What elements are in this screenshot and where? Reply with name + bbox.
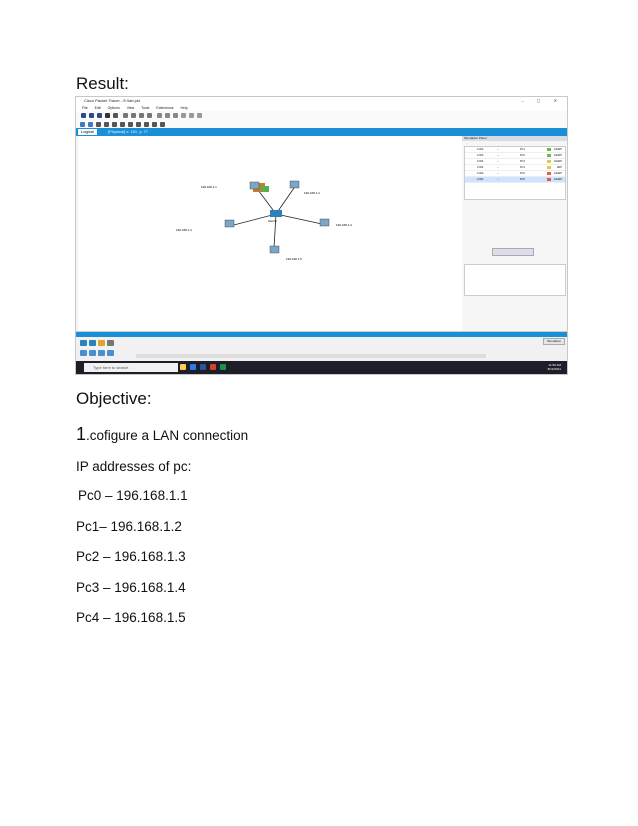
pc3-ip-label: 196.168.1.4 [176,228,192,232]
event-last-device: -- [497,160,499,163]
task-number: 1 [76,424,87,444]
event-last-device: -- [497,154,499,157]
open-icon[interactable] [89,113,94,118]
pc2-icon[interactable] [320,219,329,226]
objective-heading: Objective: [76,389,152,408]
event-list-table [464,146,566,200]
clock-time: 11:59 AM [548,363,561,367]
event-color-swatch [547,160,551,163]
logical-workspace[interactable] [78,136,463,331]
router-icon[interactable] [80,340,87,346]
word-icon[interactable] [200,364,206,370]
end-devices-icon[interactable] [107,340,114,346]
zoom-out-icon[interactable] [173,113,178,118]
simulation-panel [462,136,567,331]
windows-taskbar [76,361,567,374]
packet-tracer-taskbar-icon[interactable] [220,364,226,370]
task-line [76,424,248,445]
pc2-ip-label: 196.168.1.3 [336,223,352,227]
undo-icon[interactable] [139,113,144,118]
packet-tracer-screenshot [75,96,568,375]
simulation-panel-title: Simulation Panel [462,136,567,141]
event-last-device: -- [497,148,499,151]
event-type: EIGRP [554,178,562,181]
laptop-device-icon[interactable] [89,350,96,356]
resize-icon[interactable] [104,122,109,127]
event-color-swatch [547,154,551,157]
clock-date: 8/13/2021 [547,367,561,371]
zoom-in-icon[interactable] [157,113,162,118]
event-color-swatch [547,166,551,169]
palette-icon[interactable] [181,113,186,118]
tab-physical[interactable]: [Physical] x: 161, y: 77 [108,129,149,134]
copy-icon[interactable] [123,113,128,118]
freeform-icon[interactable] [144,122,149,127]
paste-icon[interactable] [131,113,136,118]
wizard-icon[interactable] [113,113,118,118]
edge-icon[interactable] [190,364,196,370]
event-at-device: PC2 [520,154,525,157]
pc0-ip-label: 196.168.1.1 [201,185,217,189]
event-type: EIGRP [554,154,562,157]
event-type: EIGRP [554,148,562,151]
packet-envelope-icon [261,186,269,192]
event-time: 0.000 [477,178,484,181]
custom-device-icon[interactable] [189,113,194,118]
menu-file[interactable]: File [82,106,88,110]
pc0-icon[interactable] [250,182,259,189]
taskbar-clock [548,363,561,371]
menu-options[interactable]: Options [107,106,120,110]
window-controls[interactable]: – ▢ ✕ [521,98,563,103]
switch-label: Switch0 [268,220,277,223]
pdu-icon[interactable] [197,113,202,118]
switch-category-icon[interactable] [89,340,96,346]
window-title: Cisco Packet Tracer - E:\lab.pkt [84,98,141,103]
redo-icon[interactable] [147,113,152,118]
switch-icon[interactable] [270,210,282,217]
menu-tools[interactable]: Tools [141,106,150,110]
pc-device-icon[interactable] [80,350,87,356]
result-heading: Result: [76,74,129,93]
inspect-icon[interactable] [88,122,93,127]
event-time: 0.000 [477,148,484,151]
event-type: EIGRP [554,172,562,175]
main-toolbar [76,111,567,120]
printer-device-icon[interactable] [107,350,114,356]
add-pdu-icon[interactable] [152,122,157,127]
menu-view[interactable]: View [126,106,135,110]
ip-intro: IP addresses of pc: [76,459,192,474]
delete-icon[interactable] [96,122,101,127]
menu-help[interactable]: Help [180,106,188,110]
play-controls[interactable] [492,248,534,256]
window-titlebar [76,97,567,105]
network-topology [78,136,462,331]
event-time: 0.000 [477,154,484,157]
menu-edit[interactable]: Edit [94,106,101,110]
pc2-ip: Pc2 – 196.168.1.3 [76,549,186,564]
event-at-device: PC4 [520,166,525,169]
event-at-device: PC1 [520,148,525,151]
event-color-swatch [547,148,551,151]
select-icon[interactable] [80,122,85,127]
event-time: 0.000 [477,166,484,169]
device-palette [76,331,567,362]
menu-extensions[interactable]: Extensions [156,106,174,110]
save-icon[interactable] [97,113,102,118]
simulation-mode-button[interactable]: Simulation [543,338,565,345]
event-at-device: PC0 [520,172,525,175]
pc1-ip-label: 196.168.1.2 [304,191,320,195]
pc3-ip: Pc3 – 196.168.1.4 [76,580,186,595]
event-time: 0.000 [477,160,484,163]
realtime-strip [76,332,567,337]
ellipse-icon[interactable] [136,122,141,127]
file-explorer-icon[interactable] [180,364,186,370]
event-last-device: -- [497,178,499,181]
event-row[interactable] [465,177,565,183]
event-at-device: PC3 [520,160,525,163]
event-last-device: -- [497,166,499,169]
event-type: ARP [556,166,562,169]
pc4-ip-label: 196.168.1.5 [286,257,302,261]
event-last-device: -- [497,172,499,175]
pc0-ip: Pc0 – 196.168.1.1 [78,488,188,503]
event-color-swatch [547,172,551,175]
workspace-tabbar [76,128,567,136]
pc1-icon[interactable] [290,181,299,188]
server-device-icon[interactable] [98,350,105,356]
new-icon[interactable] [81,113,86,118]
powerpoint-icon[interactable] [210,364,216,370]
print-icon[interactable] [105,113,110,118]
complex-pdu-icon[interactable] [160,122,165,127]
task-text: .cofigure a LAN connection [86,428,249,443]
pc3-icon[interactable] [225,220,234,227]
draw-line-icon[interactable] [120,122,125,127]
rectangle-icon[interactable] [128,122,133,127]
pc4-ip: Pc4 – 196.168.1.5 [76,610,186,625]
event-type: EIGRP [554,160,562,163]
connections-icon[interactable] [98,340,105,346]
note-icon[interactable] [112,122,117,127]
event-color-swatch [547,178,551,181]
pc4-icon[interactable] [270,246,279,253]
taskbar-search-input[interactable]: Type here to search [84,363,178,372]
event-at-device: PC0 [520,178,525,181]
event-list-filters [464,264,566,296]
tab-logical[interactable]: Logical [78,129,97,135]
zoom-reset-icon[interactable] [165,113,170,118]
event-time: 0.000 [477,172,484,175]
device-scrollbar[interactable] [136,354,486,358]
link-pc2 [276,214,322,224]
pc1-ip: Pc1– 196.168.1.2 [76,519,182,534]
